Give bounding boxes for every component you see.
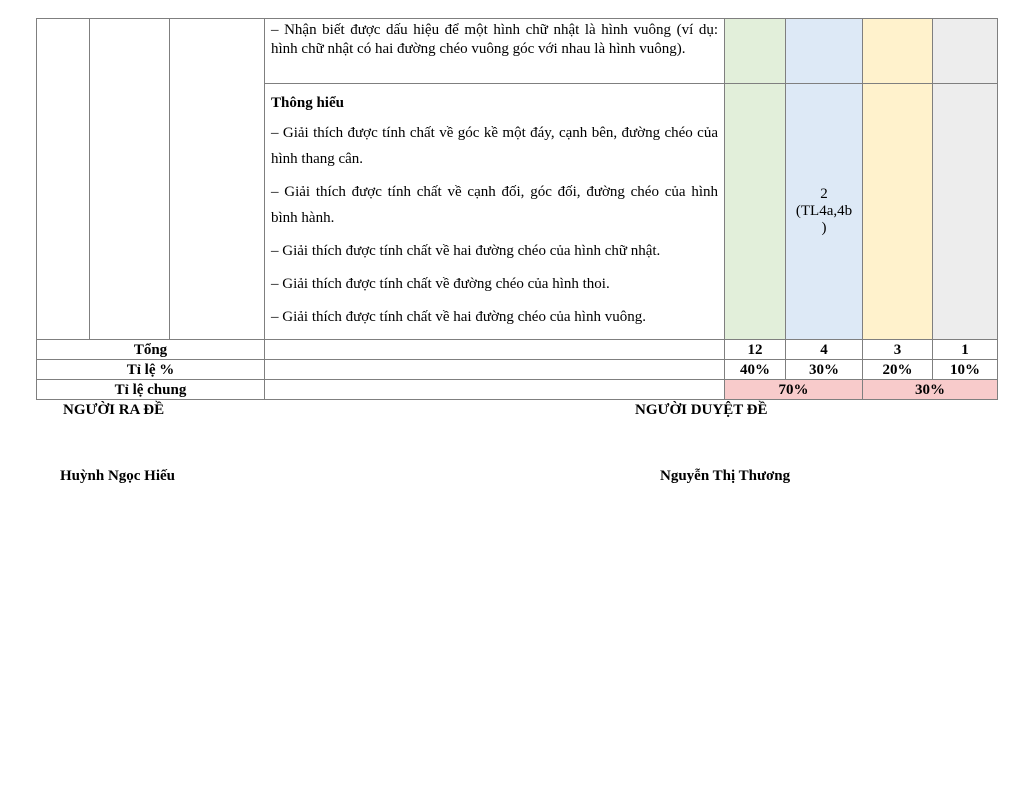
approver-name: Nguyễn Thị Thương bbox=[660, 468, 791, 484]
requirement-item: – Giải thích được tính chất về cạnh đối, góc đối, đường chéo của hình bình hành. bbox=[271, 184, 718, 226]
total-label: Tổng bbox=[37, 340, 265, 360]
question-count: 2 bbox=[820, 186, 828, 202]
approver-title: NGƯỜI DUYỆT ĐỀ bbox=[635, 402, 768, 418]
recognition-cell bbox=[725, 19, 786, 84]
high-application-cell bbox=[933, 84, 998, 340]
matrix-table bbox=[36, 18, 998, 400]
recognition-cell bbox=[725, 84, 786, 340]
total-row bbox=[37, 340, 998, 360]
general-label: Tỉ lệ chung bbox=[37, 380, 265, 400]
percent-value: 40% bbox=[725, 360, 786, 380]
general-value: 30% bbox=[863, 380, 998, 400]
percent-value: 30% bbox=[786, 360, 863, 380]
total-value: 12 bbox=[725, 340, 786, 360]
question-code-end: ) bbox=[821, 220, 827, 236]
table-row bbox=[37, 19, 998, 84]
content-cell bbox=[170, 19, 265, 340]
total-value: 4 bbox=[786, 340, 863, 360]
author-name: Huỳnh Ngọc Hiếu bbox=[60, 468, 176, 484]
empty-cell bbox=[265, 340, 725, 360]
high-application-cell bbox=[933, 19, 998, 84]
understanding-count-cell bbox=[786, 84, 863, 340]
understanding-cell bbox=[786, 19, 863, 84]
topic-number-cell bbox=[37, 19, 90, 340]
requirement-cell bbox=[265, 84, 725, 340]
question-code: (TL4a,4b bbox=[795, 203, 853, 219]
application-cell bbox=[863, 19, 933, 84]
empty-cell bbox=[265, 360, 725, 380]
application-cell bbox=[863, 84, 933, 340]
percent-label: Tỉ lệ % bbox=[37, 360, 265, 380]
percent-row bbox=[37, 360, 998, 380]
requirement-item: – Giải thích được tính chất về hai đường chéo của hình chữ nhật. bbox=[271, 243, 661, 259]
percent-value: 20% bbox=[863, 360, 933, 380]
general-row bbox=[37, 380, 998, 400]
requirement-item: – Giải thích được tính chất về góc kề một đáy, cạnh bên, đường chéo của hình thang cân. bbox=[271, 125, 718, 167]
general-value: 70% bbox=[725, 380, 863, 400]
author-title: NGƯỜI RA ĐỀ bbox=[63, 402, 165, 418]
requirement-cell bbox=[265, 19, 725, 84]
requirement-item: – Giải thích được tính chất về đường chéo của hình thoi. bbox=[271, 276, 610, 292]
requirement-text: – Nhận biết được dấu hiệu để một hình chữ nhật là hình vuông (ví dụ: hình chữ nhật có hai đường chéo vuông góc với nhau là hình vuông). bbox=[271, 22, 718, 57]
empty-cell bbox=[265, 380, 725, 400]
requirement-item: – Giải thích được tính chất về hai đường chéo của hình vuông. bbox=[271, 309, 646, 325]
percent-value: 10% bbox=[933, 360, 998, 380]
total-value: 3 bbox=[863, 340, 933, 360]
level-title: Thông hiểu bbox=[271, 95, 344, 111]
total-value: 1 bbox=[933, 340, 998, 360]
topic-cell bbox=[90, 19, 170, 340]
